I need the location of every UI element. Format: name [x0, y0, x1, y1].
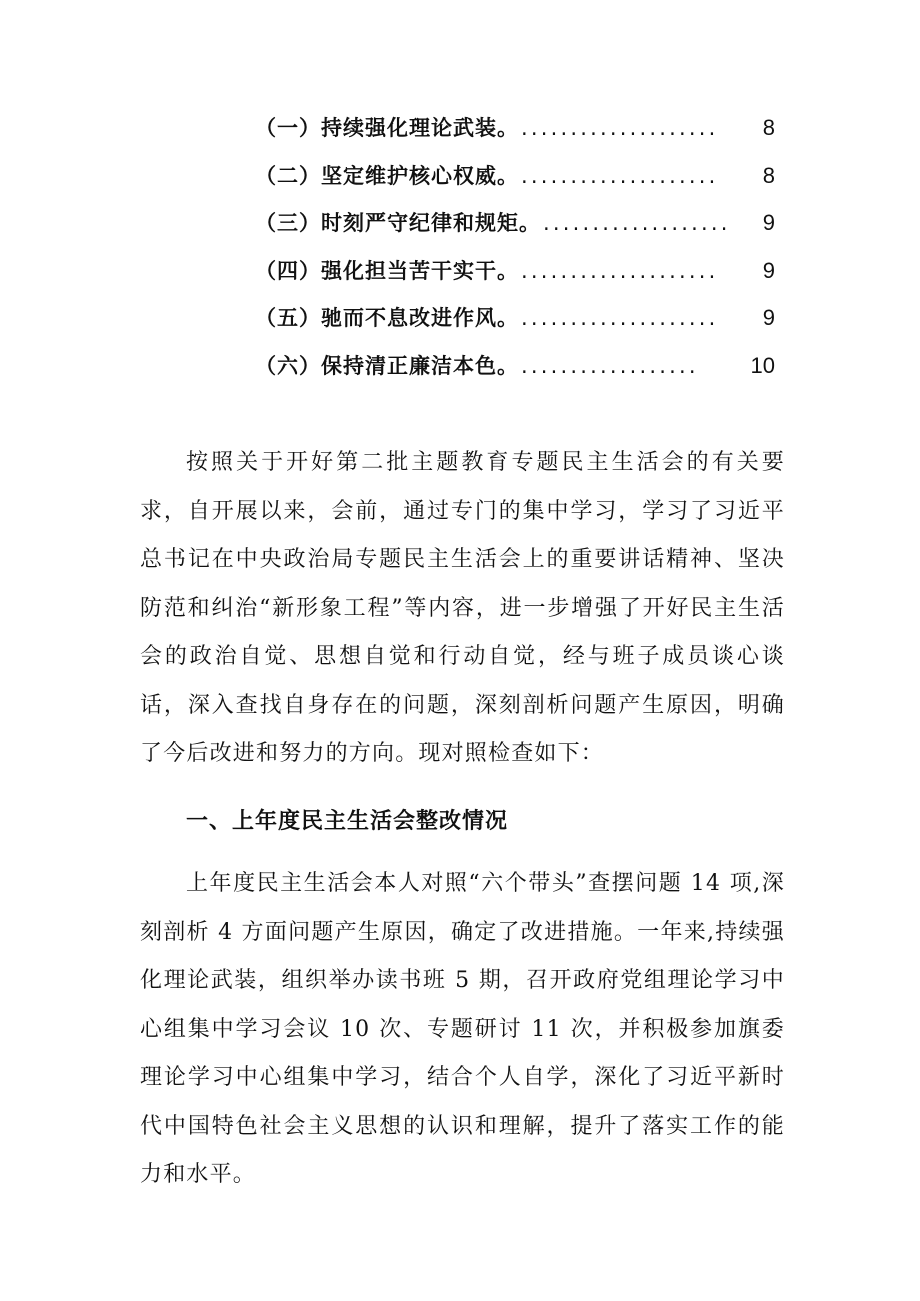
toc-page-number: 9	[762, 210, 775, 235]
toc-item-label: （四）强化担当苦干实干。	[255, 258, 519, 283]
toc-leader-dots: ....................	[521, 258, 719, 283]
toc-page-number: 9	[762, 305, 775, 330]
toc-page-number: 9	[762, 257, 775, 283]
toc-page-number: 8	[762, 162, 775, 188]
section-heading: 一、上年度民主生活会整改情况	[186, 809, 509, 834]
toc-item-label: （一）持续强化理论武装。	[255, 116, 519, 140]
intro-paragraph: 按照关于开好第二批主题教育专题民主生活会的有关要求，自开展以来，会前，通过专门的集中学习，学习了习近平总书记在中央政治局专题民主生活会上的重要讲话精神、坚决防范和纠治“新形象工程”等内容，进一步增强了开好民主生活会的政治自觉、思想自觉和行动自觉，经与班子成员谈心谈话，深入查找自身存在的问题，深刻剖析问题产生原因，明确了今后改进和努力的方向。现对照检查如下：	[140, 450, 785, 766]
toc-leader-dots: ..................	[521, 353, 699, 378]
toc-leader-dots: ....................	[521, 116, 719, 140]
toc-item[interactable]	[255, 160, 775, 208]
toc-item[interactable]	[255, 112, 775, 160]
toc-item[interactable]	[255, 255, 775, 303]
toc-leader-dots: ....................	[521, 306, 719, 330]
toc-item-label: （三）时刻严守纪律和规矩。	[255, 211, 541, 235]
toc-leader-dots: ....................	[521, 163, 719, 188]
toc-page-number: 10	[750, 352, 775, 378]
section-paragraph: 上年度民主生活会本人对照“六个带头”查摆问题 14 项,深刻剖析 4 方面问题产生原因，确定了改进措施。一年来,持续强化理论武装，组织举办读书班 5 期，召开政府党组理论学习中心组集中学习会议 10 次、专题研讨 11 次，并积极参加旗委理论学习中心组集中学习，结合个人自学，深化了习近平新时代中国特色社会主义思想的认识和理解，提升了落实工作的能力和水平。	[140, 871, 785, 1187]
toc-item[interactable]	[255, 302, 775, 350]
toc-item-label: （二）坚定维护核心权威。	[255, 163, 519, 188]
toc-item-label: （六）保持清正廉洁本色。	[255, 353, 519, 378]
toc-item[interactable]	[255, 350, 775, 398]
toc-item-label: （五）驰而不息改进作风。	[255, 306, 519, 330]
toc-item[interactable]	[255, 207, 775, 255]
toc-leader-dots: ...................	[543, 211, 731, 235]
table-of-contents	[255, 112, 775, 397]
toc-page-number: 8	[762, 115, 775, 140]
